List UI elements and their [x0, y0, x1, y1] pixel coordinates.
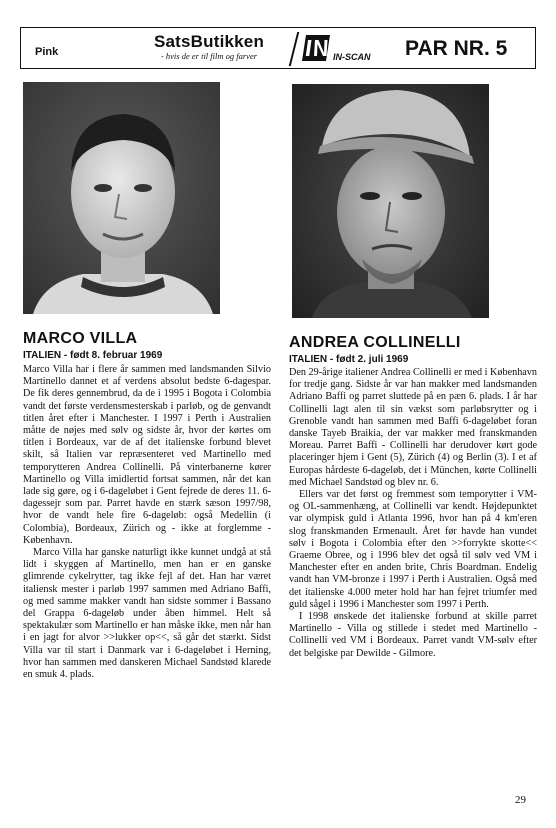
- brand-name: SatsButikken: [153, 32, 265, 51]
- page-title: PAR NR. 5: [405, 37, 508, 60]
- left-rider-subtitle: ITALIEN - født 8. februar 1969: [23, 350, 163, 361]
- marco-villa-photo: [23, 82, 220, 314]
- left-paragraph-2: Marco Villa har ganske naturligt ikke kunnet undgå at stå lidt i skyggen af Martinello, men han er en ganske glimrende cykelrytter, tag ikke fejl af det. Han har været italiensk mester i parløb 1997 sammen med Adriano Baffi, og med samme makker vandt han sidste sommer i Bassano del Grappa 6-dageløb under åben himmel. Helt så spektakulær som Martinello er han måske ikke, men når han i en jagt for alvor >>lukker op<<, så går det stærkt. Sidst Villa var til start i Danmark var i 6-dageløbet i Herning, hvor han sammen med danskeren Michael Sandstød klarede en smuk 4. plads.: [23, 547, 271, 681]
- inscan-logo-icon: [302, 33, 332, 63]
- divider-slash: [289, 32, 299, 66]
- right-paragraph-3: I 1998 ønskede det italienske forbund at skille parret Martinello - Villa og stillede i stedet med Martinello - Collinelli ved VM i Bordeaux. Parret vandt VM-sølv efter det belgiske par Dewilde - Gilmore.: [289, 611, 537, 659]
- andrea-collinelli-photo: [292, 84, 489, 318]
- left-article: [23, 364, 271, 681]
- inscan-label: IN-SCAN: [333, 52, 371, 62]
- right-article: [289, 367, 537, 660]
- brand-block: [129, 33, 289, 61]
- right-rider-subtitle: ITALIEN - født 2. juli 1969: [289, 354, 409, 365]
- right-paragraph-2: Ellers var det først og fremmest som temporytter i VM- og OL-sammenhæng, at Collinelli var kendt. Højdepunktet var olympisk guld i Atlanta 1996, hvor han på 4 km'eren slog franskmanden Ermenault. Året før havde han vundet sølv i Bogota i Colombia efter den >>forrykte skotte<< Graeme Obree, og i 1996 blev det også til sølv ved VM i Manchester efter en anden brite, Chris Boardman. Endelig vandt han VM-bronze i 1997 i Perth i Australien. Også med det italienske 4.000 meter hold har han fejret triumfer med guld sågel i 1996 i Manchester som 1997 i Perth.: [289, 489, 537, 610]
- right-rider-name: ANDREA COLLINELLI: [289, 334, 461, 351]
- left-rider-name: MARCO VILLA: [23, 330, 138, 347]
- page-number: 29: [515, 794, 526, 806]
- page-header: [20, 27, 536, 69]
- brand-tagline: - hvis de er til film og farver: [160, 51, 258, 61]
- left-paragraph-1: Marco Villa har i flere år sammen med landsmanden Silvio Martinello dannet et af verdens absolut bedste 6-dagespar. De fik deres gennembrud, da de i 1995 i Bogota i Colombia vandt det første verdensmesterskab i parløb, og de genvandt titlen året efter i Manchester. I 1997 i Perth i Australien måtte de nøjes med sølv og sidste år, hvor der kørtes om titlen i Bordeaux, var de af det italienske forbund blevet skilt, så Italien var repræsenteret ved Martinello med temporytteren Andrea Collinelli. På vinterbanerne kører Martinello og Villa imidlertid fortsat sammen, når det kan lade sig gøre, og i 6-dageløbet i Gent fejrede de deres 11. 6-dagessejr som par. Parret havde en stærk sæson 1997/98, hvor de vandt hele fire 6-dageløb: også Medellin (i Colombia), Bordeaux, Zürich og - ikke at forglemme - København.: [23, 364, 271, 546]
- right-paragraph-1: Den 29-årige italiener Andrea Collinelli er med i København for tredje gang. Sidste år var han makker med landsmanden Adriano Baffi og parret sluttede på en pæn 6. plads. I år har Collinelli lagt alen til sin vækst som parløbsrytter og i Grenoble vandt han sammen med Baffi 6-dageløbet foran danske Tayeb Braikia, der var makker med franskmanden Moreau. Parret Baffi - Collinelli har derudover kørt gode placeringer hjem i Gent (5), Zürich (4) og Berlin (3). I et af Europas hårdeste 6-dageløb, det i München, kørte Collinelli med Michael Sandstød og blev nr. 6.: [289, 367, 537, 488]
- header-label: Pink: [35, 46, 59, 58]
